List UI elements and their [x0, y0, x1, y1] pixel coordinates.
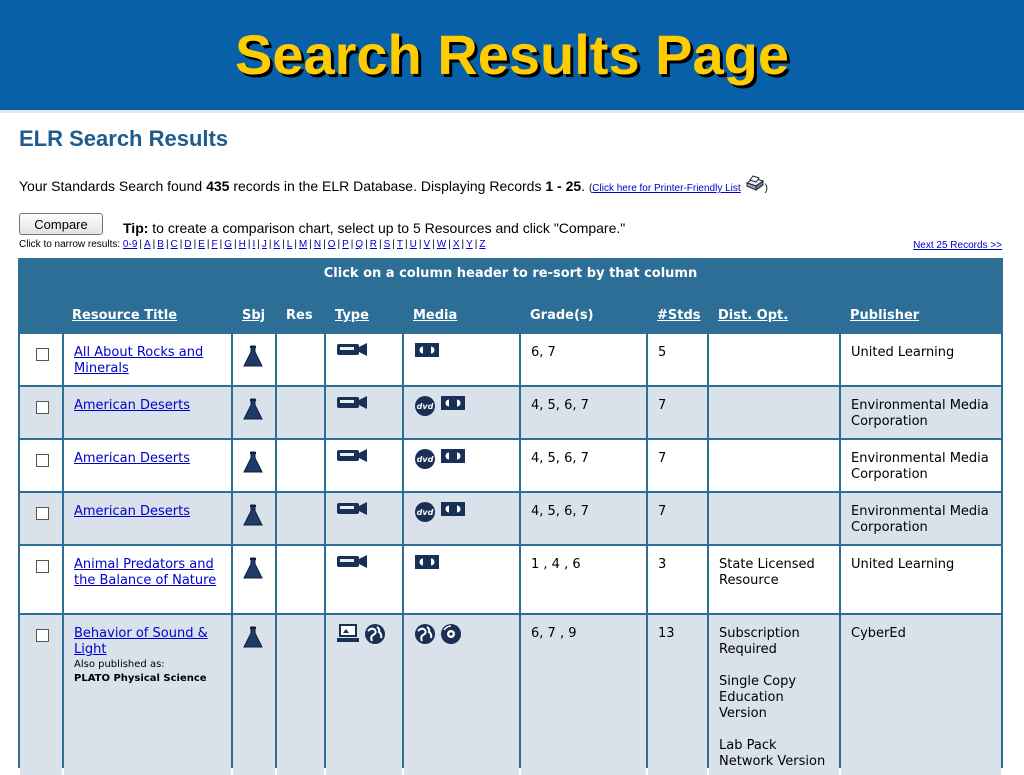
video-camera-icon — [336, 342, 368, 363]
distribution-option: Subscription Required — [719, 626, 800, 657]
resource-title-link[interactable]: All About Rocks and Minerals — [74, 345, 204, 376]
videocassette-icon — [440, 501, 466, 522]
also-published-title: PLATO Physical Science — [74, 673, 207, 684]
grades-value: 4, 5, 6, 7 — [531, 451, 589, 466]
cell-sbj — [233, 615, 275, 775]
filter-separator: | — [247, 239, 251, 250]
filter-link-a[interactable]: A — [143, 239, 151, 250]
cell-type — [326, 493, 402, 544]
svg-text:dvd: dvd — [416, 455, 434, 464]
table-row — [20, 387, 1001, 438]
select-checkbox[interactable] — [36, 560, 49, 573]
cell-chk — [20, 440, 62, 491]
alphabet-filter — [123, 239, 486, 250]
filter-separator: | — [193, 239, 197, 250]
filter-separator: | — [179, 239, 183, 250]
filter-separator: | — [257, 239, 260, 250]
page-content — [0, 113, 1024, 768]
flask-icon — [243, 345, 263, 372]
svg-text:dvd: dvd — [416, 508, 434, 517]
cell-media — [404, 440, 519, 491]
filter-link-m[interactable]: M — [298, 239, 308, 250]
svg-text:dvd: dvd — [416, 402, 434, 411]
filter-separator: | — [234, 239, 237, 250]
cell-grades — [521, 334, 646, 385]
filter-separator: | — [282, 239, 285, 250]
cell-grades — [521, 546, 646, 613]
cell-chk — [20, 615, 62, 775]
filter-link-y[interactable]: Y — [466, 239, 473, 250]
results-count: 435 — [206, 178, 230, 194]
filter-separator: | — [268, 239, 272, 250]
filter-separator: | — [350, 239, 354, 250]
stds-value: 3 — [658, 557, 667, 572]
cell-type — [326, 387, 402, 438]
printer-icon[interactable] — [743, 175, 765, 196]
header-resource: Res — [286, 308, 313, 323]
cd-rom-icon — [440, 623, 462, 650]
results-table — [18, 258, 1003, 768]
filter-separator: | — [392, 239, 395, 250]
cell-grades — [521, 440, 646, 491]
select-checkbox[interactable] — [36, 454, 49, 467]
filter-separator: | — [323, 239, 326, 250]
grades-value: 6, 7 — [531, 345, 556, 360]
flask-icon — [243, 557, 263, 584]
tip-text: Tip: to create a comparison chart, select up to 5 Resources and click "Compare." — [123, 220, 626, 236]
cell-type — [326, 615, 402, 775]
distribution-option: Lab Pack Network Version — [719, 738, 826, 769]
cell-media — [404, 615, 519, 775]
cell-publisher — [841, 440, 1001, 491]
cell-media — [404, 546, 519, 613]
filter-link-r[interactable]: R — [369, 239, 378, 250]
table-row — [20, 493, 1001, 544]
cell-publisher — [841, 493, 1001, 544]
videocassette-icon — [414, 554, 440, 575]
resource-title-link[interactable]: American Deserts — [74, 398, 190, 413]
stds-value: 7 — [658, 451, 667, 466]
cell-res — [277, 334, 324, 385]
compare-button[interactable]: Compare — [19, 213, 103, 235]
cell-publisher — [841, 546, 1001, 613]
flask-icon — [243, 504, 263, 531]
filter-link-f[interactable]: F — [211, 239, 218, 250]
filter-link-k[interactable]: K — [273, 239, 281, 250]
filter-link-u[interactable]: U — [409, 239, 417, 250]
publisher-value: Environmental Media Corporation — [851, 504, 989, 535]
resource-title-link[interactable]: American Deserts — [74, 504, 190, 519]
cell-chk — [20, 546, 62, 613]
video-camera-icon — [336, 395, 368, 416]
cell-sbj — [233, 493, 275, 544]
flask-icon — [243, 626, 263, 653]
filter-link-s[interactable]: S — [383, 239, 391, 250]
cell-title — [64, 440, 231, 491]
filter-link-c[interactable]: C — [170, 239, 178, 250]
videocassette-icon — [440, 448, 466, 469]
slide-header — [0, 0, 1024, 113]
filter-separator: | — [365, 239, 368, 250]
filter-separator: | — [139, 239, 142, 250]
filter-link-i[interactable]: I — [252, 239, 256, 250]
filter-link-b[interactable]: B — [157, 239, 164, 250]
publisher-value: CyberEd — [851, 626, 906, 641]
header-type[interactable]: Type — [335, 308, 369, 323]
cell-chk — [20, 493, 62, 544]
flask-icon — [243, 451, 263, 478]
select-checkbox[interactable] — [36, 401, 49, 414]
cell-chk — [20, 334, 62, 385]
also-published-label: Also published as: — [74, 659, 165, 670]
cell-media — [404, 493, 519, 544]
filter-separator: | — [448, 239, 451, 250]
cell-sbj — [233, 387, 275, 438]
narrow-results-bar: Click to narrow results: 0-9 | A | B | C | D | E | F | G | H | I | J | K | L | M | N | O | P | Q | R | S | T | U | V | W | X | Y | Z — [19, 239, 486, 250]
resource-title-link[interactable]: Behavior of Sound & Light — [74, 626, 208, 657]
cell-media — [404, 387, 519, 438]
resource-title-link[interactable]: Animal Predators and the Balance of Nature — [74, 557, 217, 588]
cell-title — [64, 615, 231, 775]
table-row — [20, 334, 1001, 385]
cell-sbj — [233, 440, 275, 491]
cell-stds — [648, 440, 707, 491]
grades-value: 4, 5, 6, 7 — [531, 398, 589, 413]
slide-title: Search Results Page — [234, 23, 790, 86]
header-publisher[interactable]: Publisher — [850, 308, 920, 323]
header-resource-title[interactable]: Resource Title — [72, 308, 178, 323]
cell-title — [64, 387, 231, 438]
dvd-icon — [414, 395, 436, 422]
videocassette-icon — [414, 342, 440, 363]
cell-dist — [709, 615, 839, 775]
filter-separator: | — [219, 239, 223, 250]
filter-separator: | — [405, 239, 408, 250]
page-title: ELR Search Results — [19, 126, 229, 151]
cell-stds — [648, 334, 707, 385]
filter-link-0-9[interactable]: 0-9 — [122, 239, 138, 250]
table-row — [20, 440, 1001, 491]
filter-separator: | — [152, 239, 156, 250]
filter-separator: | — [432, 239, 435, 250]
stds-value: 7 — [658, 504, 667, 519]
cell-res — [277, 387, 324, 438]
select-checkbox[interactable] — [36, 507, 49, 520]
filter-link-n[interactable]: N — [313, 239, 322, 250]
dvd-icon — [414, 501, 436, 528]
grades-value: 6, 7 , 9 — [531, 626, 577, 641]
next-records-link[interactable]: Next 25 Records >> — [913, 240, 1002, 251]
publisher-value: Environmental Media Corporation — [851, 398, 989, 429]
filter-separator: | — [461, 239, 465, 250]
table-row — [20, 546, 1001, 613]
cell-grades — [521, 493, 646, 544]
cell-publisher — [841, 387, 1001, 438]
stds-value: 7 — [658, 398, 667, 413]
filter-link-x[interactable]: X — [452, 239, 460, 250]
cell-dist — [709, 493, 839, 544]
filter-separator: | — [294, 239, 297, 250]
cell-grades — [521, 615, 646, 775]
cell-sbj — [233, 334, 275, 385]
filter-link-v[interactable]: V — [423, 239, 431, 250]
stds-value: 13 — [658, 626, 675, 641]
videocassette-icon — [440, 395, 466, 416]
filter-link-h[interactable]: H — [238, 239, 246, 250]
filter-link-o[interactable]: O — [327, 239, 336, 250]
cell-dist — [709, 440, 839, 491]
filter-separator: | — [418, 239, 422, 250]
cell-title — [64, 334, 231, 385]
grades-value: 1 , 4 , 6 — [531, 557, 581, 572]
cell-publisher — [841, 615, 1001, 775]
cell-media — [404, 334, 519, 385]
internet-globe-icon — [364, 623, 386, 650]
filter-link-z[interactable]: Z — [479, 239, 486, 250]
video-camera-icon — [336, 448, 368, 469]
filter-separator: | — [474, 239, 478, 250]
cell-stds — [648, 493, 707, 544]
publisher-value: Environmental Media Corporation — [851, 451, 989, 482]
publisher-value: United Learning — [851, 345, 955, 360]
header-media[interactable]: Media — [413, 308, 458, 323]
cell-type — [326, 440, 402, 491]
cell-type — [326, 546, 402, 613]
resource-title-link[interactable]: American Deserts — [74, 451, 190, 466]
cell-stds — [648, 546, 707, 613]
filter-link-d[interactable]: D — [184, 239, 192, 250]
filter-separator: | — [379, 239, 382, 250]
distribution-option: Single Copy Education Version — [719, 674, 797, 721]
cell-dist — [709, 387, 839, 438]
filter-link-g[interactable]: G — [224, 239, 233, 250]
stds-value: 5 — [658, 345, 667, 360]
internet-globe-icon — [414, 623, 436, 650]
video-camera-icon — [336, 501, 368, 522]
results-summary: Your Standards Search found 435 records in the ELR Database. Displaying Records 1 - 25. (Click here for Printer-Friendly List ) — [19, 175, 768, 196]
cell-dist — [709, 334, 839, 385]
cell-res — [277, 615, 324, 775]
cell-sbj — [233, 546, 275, 613]
filter-link-t[interactable]: T — [396, 239, 404, 250]
cell-title — [64, 546, 231, 613]
filter-link-e[interactable]: E — [198, 239, 205, 250]
cell-title — [64, 493, 231, 544]
header-standards-count[interactable]: #Stds — [657, 308, 701, 323]
filter-link-q[interactable]: Q — [355, 239, 364, 250]
filter-link-j[interactable]: J — [261, 239, 267, 250]
header-distribution-options[interactable]: Dist. Opt. — [718, 308, 789, 323]
filter-separator: | — [337, 239, 341, 250]
filter-separator: | — [165, 239, 169, 250]
cell-grades — [521, 387, 646, 438]
video-camera-icon — [336, 554, 368, 575]
table-row — [20, 615, 1001, 775]
cell-res — [277, 493, 324, 544]
filter-separator: | — [206, 239, 210, 250]
filter-separator: | — [309, 239, 312, 250]
cell-dist — [709, 546, 839, 613]
cell-stds — [648, 387, 707, 438]
table-caption: Click on a column header to re-sort by that column — [323, 266, 698, 281]
cell-type — [326, 334, 402, 385]
grades-value: 4, 5, 6, 7 — [531, 504, 589, 519]
publisher-value: United Learning — [851, 557, 955, 572]
cell-chk — [20, 387, 62, 438]
printer-friendly-link[interactable]: Click here for Printer-Friendly List — [592, 183, 741, 194]
cell-publisher — [841, 334, 1001, 385]
header-grades: Grade(s) — [530, 308, 594, 323]
filter-link-w[interactable]: W — [436, 239, 447, 250]
flask-icon — [243, 398, 263, 425]
header-subject[interactable]: Sbj — [242, 308, 266, 323]
filter-link-l[interactable]: L — [286, 239, 293, 250]
select-checkbox[interactable] — [36, 348, 49, 361]
cell-stds — [648, 615, 707, 775]
distribution-option: State Licensed Resource — [719, 557, 815, 588]
dvd-icon — [414, 448, 436, 475]
cell-res — [277, 440, 324, 491]
cell-res — [277, 546, 324, 613]
results-range: 1 - 25 — [545, 178, 582, 194]
filter-link-p[interactable]: P — [342, 239, 349, 250]
computer-software-icon — [336, 623, 360, 648]
select-checkbox[interactable] — [36, 629, 49, 642]
